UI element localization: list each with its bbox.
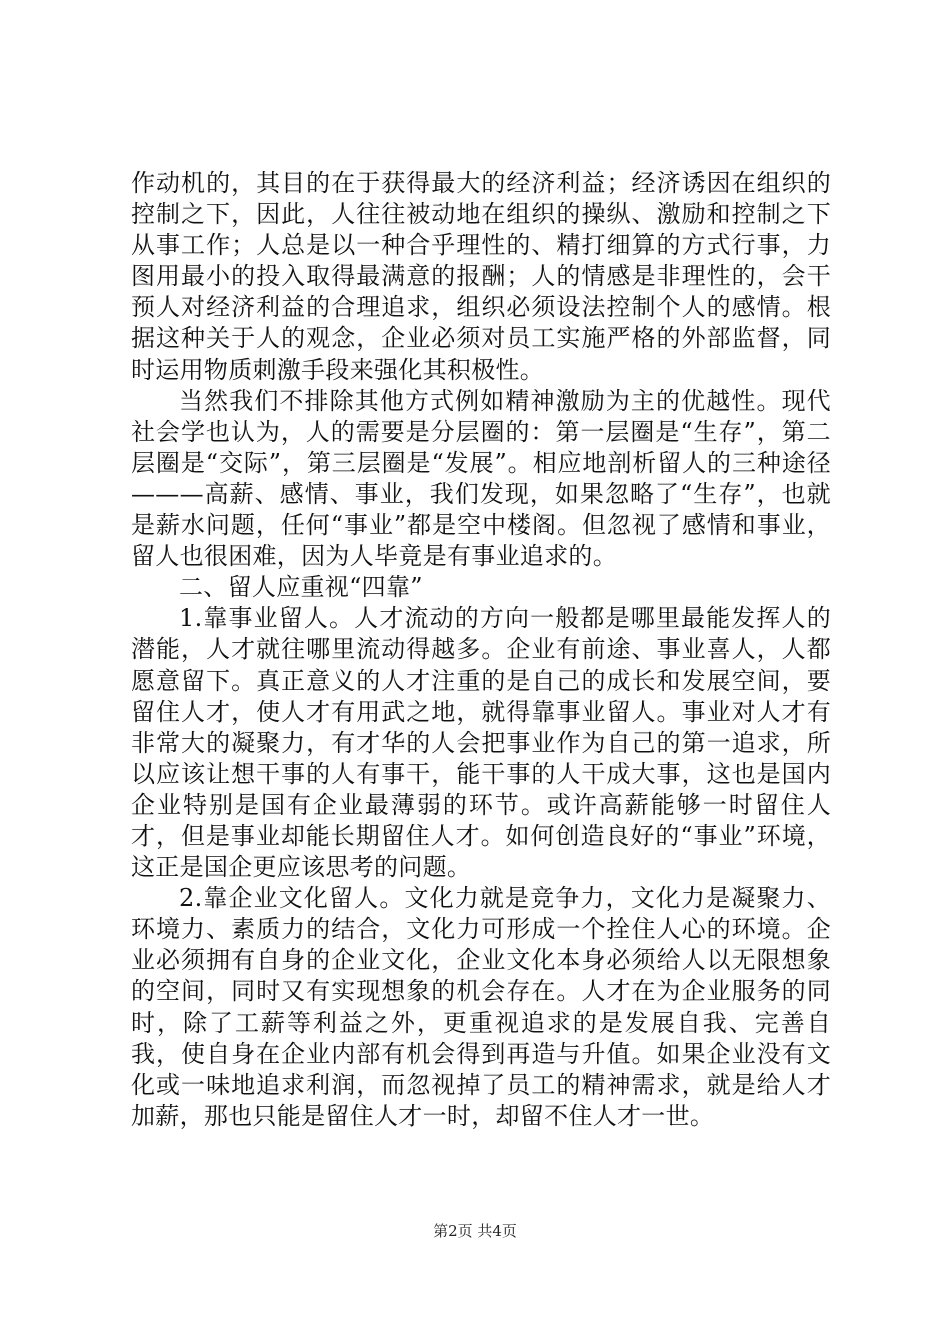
- section-heading: 二、留人应重视“四靠”: [179, 573, 423, 602]
- paragraph-motivation: 当然我们不排除其他方式例如精神激励为主的优越性。现代社会学也认为，人的需要是分层圈的：第一层圈是“生存”，第二层圈是“交际”，第三层圈是“发展”。相应地剖析留人的三种途径———高薪、感情、事业，我们发现，如果忽略了“生存”，也就是薪水问题，任何“事业”都是空中楼阁。但忽视了感情和事业，留人也很困难，因为人毕竟是有事业追求的。: [131, 386, 831, 571]
- paragraph-career-retention: 1.靠事业留人。人才流动的方向一般都是哪里最能发挥人的潜能，人才就往哪里流动得越多。企业有前途、事业喜人，人都愿意留下。真正意义的人才注重的是自己的成长和发展空间，要留住人才，使人才有用武之地，就得靠事业留人。事业对人才有非常大的凝聚力，有才华的人会把事业作为自己的第一追求，所以应该让想干事的人有事干，能干事的人干成大事，这也是国内企业特别是国有企业最薄弱的环节。或许高薪能够一时留住人才，但是事业却能长期留住人才。如何创造良好的“事业”环境，这正是国企更应该思考的问题。: [131, 604, 831, 882]
- document-body: [131, 168, 831, 1132]
- paragraph-culture-retention: 2.靠企业文化留人。文化力就是竞争力，文化力是凝聚力、环境力、素质力的结合，文化力可形成一个拴住人心的环境。企业必须拥有自身的企业文化，企业文化本身必须给人以无限想象的空间，同时又有实现想象的机会存在。人才在为企业服务的同时，除了工薪等利益之外，更重视追求的是发展自我、完善自我，使自身在企业内部有机会得到再造与升值。如果企业没有文化或一味地追求利润，而忽视掉了员工的精神需求，就是给人才加薪，那也只能是留住人才一时，却留不住人才一世。: [131, 884, 831, 1130]
- page-footer: 第2页 共4页: [433, 1222, 517, 1240]
- paragraph-continuation: 作动机的，其目的在于获得最大的经济利益；经济诱因在组织的控制之下，因此，人往往被动地在组织的操纵、激励和控制之下从事工作；人总是以一种合乎理性的、精打细算的方式行事，力图用最小的投入取得最满意的报酬；人的情感是非理性的，会干预人对经济利益的合理追求，组织必须设法控制个人的感情。根据这种关于人的观念，企业必须对员工实施严格的外部监督，同时运用物质刺激手段来强化其积极性。: [131, 169, 831, 384]
